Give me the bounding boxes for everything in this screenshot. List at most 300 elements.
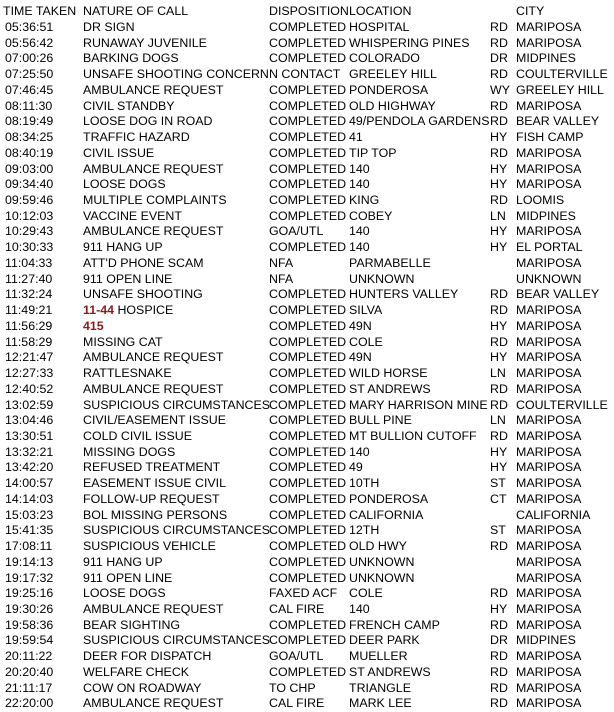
cell-location: 10TH bbox=[349, 476, 380, 491]
cell-disposition: COMPLETED bbox=[269, 444, 347, 459]
cell-location: HOSPITAL bbox=[349, 20, 410, 34]
table-row bbox=[0, 586, 614, 602]
table-row bbox=[0, 319, 614, 335]
cell-nature: LOOSE DOGS bbox=[83, 177, 166, 192]
table-row bbox=[0, 602, 614, 618]
cell-time: 12:21:47 bbox=[5, 350, 54, 365]
cell-time: 15:41:35 bbox=[5, 523, 54, 538]
cell-disposition: COMPLETED bbox=[269, 397, 347, 412]
cell-nature: RUNAWAY JUVENILE bbox=[83, 35, 207, 50]
cell-nature: WELFARE CHECK bbox=[83, 664, 190, 679]
cell-disposition: COMPLETED bbox=[269, 554, 347, 569]
table-row bbox=[0, 665, 614, 681]
cell-road-suffix: HY bbox=[490, 240, 508, 255]
cell-disposition: COMPLETED bbox=[269, 539, 347, 554]
cell-disposition: COMPLETED bbox=[269, 145, 347, 160]
cell-time: 21:11:17 bbox=[5, 680, 53, 695]
table-row bbox=[0, 350, 614, 366]
cell-time: 08:40:19 bbox=[5, 145, 54, 160]
cell-location: TRIANGLE bbox=[349, 680, 411, 695]
cell-time: 19:17:32 bbox=[5, 570, 54, 585]
table-row bbox=[0, 99, 614, 115]
cell-city: MARIPOSA bbox=[516, 35, 582, 50]
cell-nature: BEAR SIGHTING bbox=[83, 617, 181, 632]
cell-disposition: CAL FIRE bbox=[269, 602, 325, 616]
cell-location: FRENCH CAMP bbox=[349, 617, 440, 632]
cell-road-suffix: RD bbox=[490, 35, 508, 50]
cell-nature: AMBULANCE REQUEST bbox=[83, 602, 224, 616]
header-nature: NATURE OF CALL bbox=[83, 4, 189, 18]
cell-disposition: COMPLETED bbox=[269, 35, 347, 50]
cell-location: ST ANDREWS bbox=[349, 664, 431, 679]
header-disposition: DISPOSITION bbox=[269, 4, 349, 18]
cell-time: 15:03:23 bbox=[5, 507, 54, 522]
cell-time: 08:11:30 bbox=[5, 98, 53, 113]
cell-nature: FOLLOW-UP REQUEST bbox=[83, 491, 220, 506]
cell-location: 49N bbox=[349, 318, 372, 333]
cell-road-suffix: CT bbox=[490, 491, 507, 506]
cell-nature: MULTIPLE COMPLAINTS bbox=[83, 193, 227, 208]
cell-city: MARIPOSA bbox=[516, 602, 582, 616]
cell-location: 140 bbox=[349, 240, 370, 255]
cell-disposition: COMPLETED bbox=[269, 476, 347, 491]
table-row bbox=[0, 508, 614, 524]
cell-disposition: COMPLETED bbox=[269, 287, 347, 302]
cell-city: MARIPOSA bbox=[516, 381, 582, 396]
cell-disposition: COMPLETED bbox=[269, 350, 347, 365]
cell-disposition: COMPLETED bbox=[269, 507, 347, 522]
cell-city: MARIPOSA bbox=[516, 161, 582, 176]
cell-city: MARIPOSA bbox=[516, 539, 582, 554]
cell-city: MIDPINES bbox=[516, 208, 576, 223]
table-row bbox=[0, 476, 614, 492]
cell-disposition: COMPLETED bbox=[269, 51, 347, 66]
cell-city: MARIPOSA bbox=[516, 444, 582, 459]
cell-city: MARIPOSA bbox=[516, 366, 582, 381]
cell-nature: RATTLESNAKE bbox=[83, 366, 172, 381]
cell-nature: COLD CIVIL ISSUE bbox=[83, 428, 193, 443]
table-row bbox=[0, 555, 614, 571]
cell-nature: AMBULANCE REQUEST bbox=[83, 82, 224, 97]
cell-nature: 911 OPEN LINE bbox=[83, 271, 173, 286]
call-nature-text: HOSPICE bbox=[117, 303, 174, 318]
table-row bbox=[0, 36, 614, 52]
cell-disposition: COMPLETED bbox=[269, 413, 347, 428]
table-row bbox=[0, 618, 614, 634]
cell-time: 07:25:50 bbox=[5, 67, 54, 82]
cell-time: 20:11:22 bbox=[5, 649, 53, 664]
header-location: LOCATION bbox=[349, 4, 412, 18]
cell-location: 41 bbox=[349, 130, 363, 145]
cell-road-suffix: HY bbox=[490, 460, 508, 475]
table-row bbox=[0, 114, 614, 130]
cell-road-suffix: HY bbox=[490, 318, 508, 333]
cell-location: 140 bbox=[349, 177, 370, 192]
cell-location: SILVA bbox=[349, 303, 383, 318]
cell-road-suffix: RD bbox=[490, 397, 508, 412]
table-row bbox=[0, 335, 614, 351]
cell-time: 07:00:26 bbox=[5, 51, 54, 66]
cell-road-suffix: RD bbox=[490, 649, 508, 664]
cell-nature: SUSPICIOUS CIRCUMSTANCES bbox=[83, 397, 271, 412]
cell-city: COULTERVILLE bbox=[516, 397, 608, 412]
cell-location: COLE bbox=[349, 334, 383, 349]
cell-city: EL PORTAL bbox=[516, 240, 583, 255]
cell-nature: COW ON ROADWAY bbox=[83, 680, 202, 695]
cell-road-suffix: RD bbox=[490, 696, 508, 711]
table-row bbox=[0, 382, 614, 398]
cell-road-suffix: RD bbox=[490, 303, 508, 318]
cell-city: MARIPOSA bbox=[516, 617, 582, 632]
cell-location: 140 bbox=[349, 444, 370, 459]
cell-road-suffix: RD bbox=[490, 193, 508, 208]
cell-road-suffix: RD bbox=[490, 680, 508, 695]
cell-disposition: FAXED ACF bbox=[269, 586, 338, 601]
cell-city: MARIPOSA bbox=[516, 98, 582, 113]
cell-road-suffix: LN bbox=[490, 413, 506, 428]
cell-disposition: COMPLETED bbox=[269, 523, 347, 538]
cell-nature: CIVIL ISSUE bbox=[83, 145, 155, 160]
cell-location: 140 bbox=[349, 602, 370, 616]
cell-location: 49N bbox=[349, 350, 372, 365]
cell-city: CALIFORNIA bbox=[516, 507, 591, 522]
cell-time: 09:03:00 bbox=[5, 161, 54, 176]
table-row bbox=[0, 303, 614, 319]
cell-road-suffix: DR bbox=[490, 633, 508, 648]
table-row bbox=[0, 460, 614, 476]
cell-disposition: COMPLETED bbox=[269, 460, 347, 475]
table-row bbox=[0, 696, 614, 712]
cell-city: MIDPINES bbox=[516, 51, 576, 66]
table-row bbox=[0, 272, 614, 288]
table-row bbox=[0, 20, 614, 36]
table-row bbox=[0, 67, 614, 83]
cell-nature: UNSAFE SHOOTING bbox=[83, 287, 203, 302]
cell-disposition: COMPLETED bbox=[269, 334, 347, 349]
cell-nature: CIVIL STANDBY bbox=[83, 98, 175, 113]
cell-time: 08:19:49 bbox=[5, 114, 54, 129]
cell-disposition: CAL FIRE bbox=[269, 696, 325, 711]
call-code: 415 bbox=[83, 318, 104, 333]
cell-city: MARIPOSA bbox=[516, 460, 582, 475]
cell-disposition: COMPLETED bbox=[269, 161, 347, 176]
table-row bbox=[0, 649, 614, 665]
cell-time: 13:02:59 bbox=[5, 397, 54, 412]
cell-disposition: COMPLETED bbox=[269, 208, 347, 223]
cell-city: MARIPOSA bbox=[516, 255, 582, 270]
cell-disposition: NFA bbox=[269, 271, 294, 286]
cell-city: MARIPOSA bbox=[516, 177, 582, 192]
cell-time: 13:30:51 bbox=[5, 428, 54, 443]
cell-nature: AMBULANCE REQUEST bbox=[83, 224, 224, 239]
cell-city: MARIPOSA bbox=[516, 224, 582, 239]
cell-road-suffix: ST bbox=[490, 523, 506, 538]
cell-city: MARIPOSA bbox=[516, 523, 582, 538]
cell-location: WILD HORSE bbox=[349, 366, 428, 381]
table-row bbox=[0, 240, 614, 256]
cell-nature: BARKING DOGS bbox=[83, 51, 179, 66]
cell-location: 49 bbox=[349, 460, 363, 475]
cell-disposition: COMPLETED bbox=[269, 318, 347, 333]
cell-location: COLE bbox=[349, 586, 383, 601]
cell-location: UNKNOWN bbox=[349, 570, 415, 585]
call-code: 11-44 bbox=[83, 303, 115, 318]
cell-disposition: COMPLETED bbox=[269, 617, 347, 632]
cell-time: 11:04:33 bbox=[5, 255, 53, 270]
cell-nature: AMBULANCE REQUEST bbox=[83, 350, 224, 365]
cell-disposition: COMPLETED bbox=[269, 130, 347, 145]
cell-nature: LOOSE DOG IN ROAD bbox=[83, 114, 213, 129]
table-row bbox=[0, 366, 614, 382]
cell-time: 19:14:13 bbox=[5, 554, 54, 569]
cell-time: 13:42:20 bbox=[5, 460, 54, 475]
cell-location: PONDEROSA bbox=[349, 491, 429, 506]
cell-nature: EASEMENT ISSUE CIVIL bbox=[83, 476, 226, 491]
table-row bbox=[0, 287, 614, 303]
cell-time: 09:34:40 bbox=[5, 177, 54, 192]
cell-time: 11:27:40 bbox=[5, 271, 53, 286]
cell-location: ST ANDREWS bbox=[349, 381, 431, 396]
cell-road-suffix: LN bbox=[490, 366, 506, 381]
cell-city: MIDPINES bbox=[516, 633, 576, 648]
cell-location: TIP TOP bbox=[349, 145, 397, 160]
cell-disposition: COMPLETED bbox=[269, 98, 347, 113]
cell-city: MARIPOSA bbox=[516, 554, 582, 569]
table-row bbox=[0, 398, 614, 414]
cell-nature: DEER FOR DISPATCH bbox=[83, 649, 212, 664]
cell-disposition: COMPLETED bbox=[269, 428, 347, 443]
cell-time: 10:30:33 bbox=[5, 240, 54, 255]
cell-city: BEAR VALLEY bbox=[516, 287, 600, 302]
cell-location: DEER PARK bbox=[349, 633, 420, 648]
cell-location: MT BULLION CUTOFF bbox=[349, 428, 477, 443]
cell-location: 140 bbox=[349, 161, 370, 176]
cell-road-suffix: HY bbox=[490, 444, 508, 459]
cell-time: 07:46:45 bbox=[5, 82, 54, 97]
cell-location: KING bbox=[349, 193, 380, 208]
cell-road-suffix: RD bbox=[490, 586, 508, 601]
cell-location: 140 bbox=[349, 224, 370, 239]
cell-time: 11:49:21 bbox=[5, 303, 53, 318]
cell-road-suffix: RD bbox=[490, 145, 508, 160]
cell-city: MARIPOSA bbox=[516, 586, 582, 601]
cell-location: WHISPERING PINES bbox=[349, 35, 470, 50]
cell-disposition: COMPLETED bbox=[269, 633, 347, 648]
cell-time: 11:56:29 bbox=[5, 318, 53, 333]
cell-road-suffix: HY bbox=[490, 130, 508, 145]
cell-nature: ATT'D PHONE SCAM bbox=[83, 255, 204, 270]
cell-city: MARIPOSA bbox=[516, 570, 582, 585]
cell-location: 49/PENDOLA GARDENS bbox=[349, 114, 490, 129]
cell-nature: SUSPICIOUS CIRCUMSTANCES bbox=[83, 633, 271, 648]
cell-nature: BOL MISSING PERSONS bbox=[83, 507, 228, 522]
cell-disposition: TO CHP bbox=[269, 680, 316, 695]
cell-road-suffix: RD bbox=[490, 20, 508, 34]
cell-city: MARIPOSA bbox=[516, 303, 582, 318]
cell-city: LOOMIS bbox=[516, 193, 565, 208]
cell-road-suffix: RD bbox=[490, 617, 508, 632]
cell-time: 05:36:51 bbox=[5, 20, 54, 34]
cell-nature: AMBULANCE REQUEST bbox=[83, 161, 224, 176]
cell-road-suffix: RD bbox=[490, 114, 508, 129]
cell-disposition: COMPLETED bbox=[269, 177, 347, 192]
cell-road-suffix: RD bbox=[490, 98, 508, 113]
cell-nature: 911 HANG UP bbox=[83, 554, 163, 569]
cell-road-suffix: LN bbox=[490, 208, 506, 223]
cell-location: PONDEROSA bbox=[349, 82, 429, 97]
cell-location: COLORADO bbox=[349, 51, 420, 66]
cell-nature: SUSPICIOUS CIRCUMSTANCES bbox=[83, 523, 271, 538]
cell-nature bbox=[83, 319, 104, 335]
cell-disposition: COMPLETED bbox=[269, 20, 347, 34]
cell-road-suffix: DR bbox=[490, 51, 508, 66]
cell-road-suffix: HY bbox=[490, 224, 508, 239]
cell-location: MARY HARRISON MINE bbox=[349, 397, 488, 412]
cell-time: 11:32:24 bbox=[5, 287, 53, 302]
cell-disposition: COMPLETED bbox=[269, 303, 347, 318]
table-row bbox=[0, 193, 614, 209]
cell-time: 22:20:00 bbox=[5, 696, 54, 711]
cell-nature: VACCINE EVENT bbox=[83, 208, 182, 223]
cell-nature bbox=[83, 303, 173, 319]
table-row bbox=[0, 256, 614, 272]
cell-road-suffix: HY bbox=[490, 350, 508, 365]
cell-time: 10:12:03 bbox=[5, 208, 54, 223]
cell-nature: SUSPICIOUS VEHICLE bbox=[83, 539, 216, 554]
cell-disposition: COMPLETED bbox=[269, 114, 347, 129]
cell-road-suffix: WY bbox=[490, 82, 510, 97]
header-city: CITY bbox=[516, 4, 545, 18]
cell-nature: AMBULANCE REQUEST bbox=[83, 696, 224, 711]
table-row bbox=[0, 492, 614, 508]
cell-road-suffix: HY bbox=[490, 177, 508, 192]
cell-time: 12:40:52 bbox=[5, 381, 54, 396]
cell-city: GREELEY HILL bbox=[516, 82, 604, 97]
cell-nature: REFUSED TREATMENT bbox=[83, 460, 221, 475]
cell-time: 13:32:21 bbox=[5, 444, 54, 459]
table-row bbox=[0, 429, 614, 445]
cell-disposition: COMPLETED bbox=[269, 664, 347, 679]
cell-location: OLD HIGHWAY bbox=[349, 98, 436, 113]
cell-time: 12:27:33 bbox=[5, 366, 54, 381]
cell-nature: AMBULANCE REQUEST bbox=[83, 381, 224, 396]
table-row bbox=[0, 539, 614, 555]
cell-location: UNKNOWN bbox=[349, 271, 415, 286]
cell-disposition: COMPLETED bbox=[269, 240, 347, 255]
cell-location: 12TH bbox=[349, 523, 380, 538]
cell-disposition: N CONTACT bbox=[269, 67, 341, 82]
cell-location: HUNTERS VALLEY bbox=[349, 287, 459, 302]
header-row bbox=[0, 4, 614, 20]
cell-time: 05:56:42 bbox=[5, 35, 54, 50]
cell-nature: MISSING CAT bbox=[83, 334, 163, 349]
cell-time: 19:30:26 bbox=[5, 602, 54, 616]
cell-time: 14:14:03 bbox=[5, 491, 54, 506]
cell-city: MARIPOSA bbox=[516, 664, 582, 679]
header-time: TIME TAKEN bbox=[3, 4, 77, 18]
cell-disposition: GOA/UTL bbox=[269, 649, 324, 664]
cell-city: MARIPOSA bbox=[516, 20, 582, 34]
table-row bbox=[0, 209, 614, 225]
cell-location: OLD HWY bbox=[349, 539, 407, 554]
cell-nature: DR SIGN bbox=[83, 20, 135, 34]
cell-time: 19:59:54 bbox=[5, 633, 54, 648]
cell-nature: TRAFFIC HAZARD bbox=[83, 130, 190, 145]
cell-road-suffix: RD bbox=[490, 381, 508, 396]
cell-location: MUELLER bbox=[349, 649, 408, 664]
cell-time: 13:04:46 bbox=[5, 413, 54, 428]
cell-disposition: COMPLETED bbox=[269, 570, 347, 585]
cell-nature: LOOSE DOGS bbox=[83, 586, 166, 601]
cell-city: UNKNOWN bbox=[516, 271, 582, 286]
cell-time: 11:58:29 bbox=[5, 334, 53, 349]
table-row bbox=[0, 83, 614, 99]
cell-location: UNKNOWN bbox=[349, 554, 415, 569]
cell-nature: CIVIL/EASEMENT ISSUE bbox=[83, 413, 226, 428]
cell-city: MARIPOSA bbox=[516, 428, 582, 443]
cell-location: MARK LEE bbox=[349, 696, 412, 711]
cell-city: MARIPOSA bbox=[516, 413, 582, 428]
cell-road-suffix: RD bbox=[490, 539, 508, 554]
cell-time: 17:08:11 bbox=[5, 539, 53, 554]
cell-nature: 911 HANG UP bbox=[83, 240, 163, 255]
table-row bbox=[0, 162, 614, 178]
table-row bbox=[0, 571, 614, 587]
cell-road-suffix: RD bbox=[490, 428, 508, 443]
cell-nature: UNSAFE SHOOTING CONCERN bbox=[83, 67, 269, 82]
cell-road-suffix: RD bbox=[490, 334, 508, 349]
cell-city: FISH CAMP bbox=[516, 130, 584, 145]
cell-time: 14:00:57 bbox=[5, 476, 54, 491]
cell-disposition: COMPLETED bbox=[269, 82, 347, 97]
cell-disposition: GOA/UTL bbox=[269, 224, 324, 239]
table-row bbox=[0, 51, 614, 67]
cell-location: PARMABELLE bbox=[349, 255, 431, 270]
table-row bbox=[0, 146, 614, 162]
cell-time: 10:29:43 bbox=[5, 224, 54, 239]
cell-city: MARIPOSA bbox=[516, 350, 582, 365]
cell-location: GREELEY HILL bbox=[349, 67, 437, 82]
cell-road-suffix: HY bbox=[490, 161, 508, 176]
table-row bbox=[0, 633, 614, 649]
cell-disposition: COMPLETED bbox=[269, 193, 347, 208]
cell-road-suffix: RD bbox=[490, 67, 508, 82]
table-row bbox=[0, 413, 614, 429]
cell-city: MARIPOSA bbox=[516, 334, 582, 349]
cell-location: BULL PINE bbox=[349, 413, 412, 428]
cell-city: BEAR VALLEY bbox=[516, 114, 600, 129]
cell-location: CALIFORNIA bbox=[349, 507, 424, 522]
table-row bbox=[0, 445, 614, 461]
cell-nature: MISSING DOGS bbox=[83, 444, 176, 459]
cell-city: MARIPOSA bbox=[516, 476, 582, 491]
cell-time: 19:25:16 bbox=[5, 586, 54, 601]
cell-time: 20:20:40 bbox=[5, 664, 54, 679]
cell-city: MARIPOSA bbox=[516, 696, 582, 711]
table-row bbox=[0, 224, 614, 240]
cell-road-suffix: RD bbox=[490, 287, 508, 302]
cell-location: COBEY bbox=[349, 208, 393, 223]
cell-city: COULTERVILLE bbox=[516, 67, 608, 82]
table-row bbox=[0, 681, 614, 697]
cell-disposition: COMPLETED bbox=[269, 366, 347, 381]
table-row bbox=[0, 177, 614, 193]
cell-city: MARIPOSA bbox=[516, 318, 582, 333]
cell-disposition: COMPLETED bbox=[269, 491, 347, 506]
cell-time: 19:58:36 bbox=[5, 617, 54, 632]
cell-city: MARIPOSA bbox=[516, 649, 582, 664]
cell-nature: 911 OPEN LINE bbox=[83, 570, 173, 585]
